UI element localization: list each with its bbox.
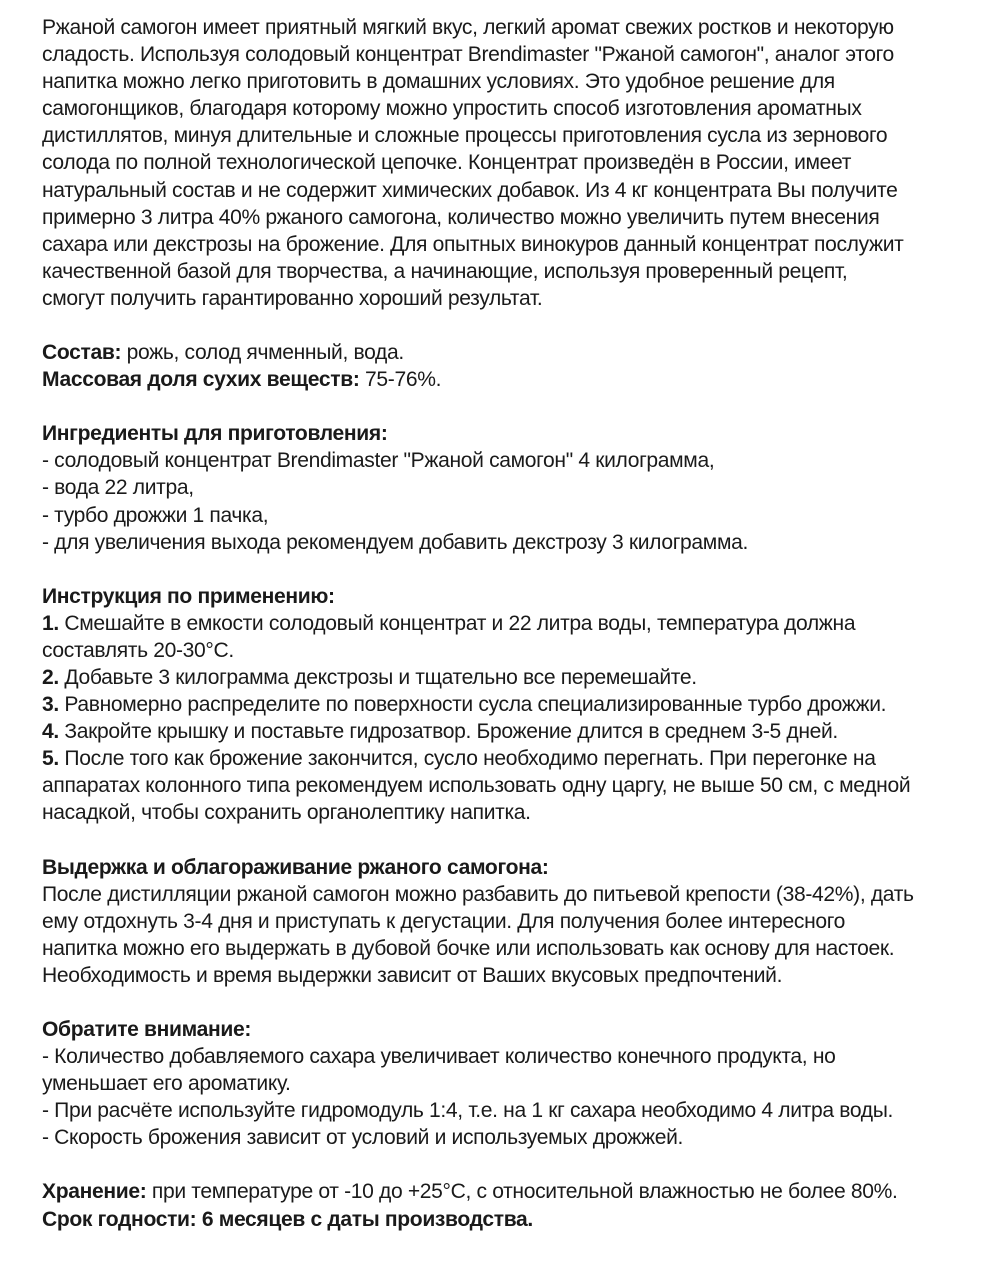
composition-block [42,339,984,393]
intro-line: смогут получить гарантированно хороший результат. [42,285,543,310]
notice-line: - Количество добавляемого сахара увеличивает количество конечного продукта, но [42,1044,836,1069]
intro-line: сахара или декстрозы на брожение. Для опытных винокуров данный концентрат послужит [42,231,904,256]
step-number: 1. [42,610,59,635]
product-description-document [42,14,984,1233]
step-text-continued: составлять 20-30°С. [42,637,234,662]
ingredients-section [42,420,984,555]
notice-line: - Скорость брожения зависит от условий и используемых дрожжей. [42,1125,684,1150]
instructions-section [42,583,984,827]
ingredient-item: - турбо дрожжи 1 пачка, [42,502,269,527]
intro-line: солода по полной технологической цепочке. Концентрат произведён в России, имеет [42,150,852,175]
instruction-step-2 [42,664,984,691]
step-text: Равномерно распределите по поверхности сусла специализированные турбо дрожжи. [58,692,887,717]
intro-line: самогонщиков, благодаря которому можно упростить способ изготовления ароматных [42,96,862,121]
ingredients-heading: Ингредиенты для приготовления: [42,421,388,446]
step-text: После того как брожение закончится, сусло необходимо перегнать. При перегонке на [58,746,876,771]
aging-section [42,854,984,989]
step-number: 5. [42,746,59,771]
aging-heading: Выдержка и облагораживание ржаного самогона: [42,854,549,879]
aging-line: ему отдохнуть 3-4 дня и приступать к дегустации. Для получения более интересного [42,908,845,933]
aging-line: Необходимость и время выдержки зависит от Ваших вкусовых предпочтений. [42,962,783,987]
shelf-life-line: Срок годности: 6 месяцев с даты производства. [42,1206,533,1231]
aging-line: После дистилляции ржаной самогон можно разбавить до питьевой крепости (38-42%), дать [42,881,914,906]
notice-line: уменьшает его ароматику. [42,1071,291,1096]
step-text: Добавьте 3 килограмма декстрозы и тщательно все перемешайте. [58,664,697,689]
instruction-step-4 [42,718,984,745]
intro-paragraph [42,14,984,312]
composition-value: рожь, солод ячменный, вода. [121,340,404,365]
storage-section [42,1178,984,1232]
dry-matter-line [42,366,984,393]
instruction-step-5 [42,745,984,772]
composition-label: Состав: [42,340,122,365]
step-text: Закройте крышку и поставьте гидрозатвор. Брожение длится в среднем 3-5 дней. [58,719,838,744]
instruction-step-1 [42,610,984,637]
intro-line: качественной базой для творчества, а начинающие, используя проверенный рецепт, [42,258,848,283]
composition-line [42,339,984,366]
step-text-continued: насадкой, чтобы сохранить органолептику напитка. [42,800,531,825]
intro-line: сладость. Используя солодовый концентрат Brendimaster "Ржаной самогон", аналог этого [42,42,894,67]
intro-line: дистиллятов, минуя длительные и сложные процессы приготовления сусла из зернового [42,123,888,148]
intro-line: примерно 3 литра 40% ржаного самогона, количество можно увеличить путем внесения [42,204,880,229]
step-text-continued: аппаратах колонного типа рекомендуем использовать одну царгу, не выше 50 см, с медной [42,773,911,798]
ingredient-item: - для увеличения выхода рекомендуем добавить декстрозу 3 килограмма. [42,529,748,554]
step-number: 2. [42,664,59,689]
ingredient-item: - солодовый концентрат Brendimaster "Ржаной самогон" 4 килограмма, [42,448,715,473]
notice-heading: Обратите внимание: [42,1017,252,1041]
dry-matter-value: 75-76%. [359,367,442,392]
intro-line: Ржаной самогон имеет приятный мягкий вкус, легкий аромат свежих ростков и некоторую [42,15,894,39]
intro-line: натуральный состав и не содержит химических добавок. Из 4 кг концентрата Вы получите [42,177,898,202]
step-text: Смешайте в емкости солодовый концентрат и 22 литра воды, температура должна [58,610,856,635]
instruction-step-3 [42,691,984,718]
aging-line: напитка можно его выдержать в дубовой бочке или использовать как основу для настоек. [42,935,895,960]
storage-label: Хранение: [42,1179,147,1204]
step-number: 3. [42,692,59,717]
ingredient-item: - вода 22 литра, [42,475,194,500]
notice-line: - При расчёте используйте гидромодуль 1:4, т.е. на 1 кг сахара необходимо 4 литра воды. [42,1098,894,1123]
intro-line: напитка можно легко приготовить в домашних условиях. Это удобное решение для [42,69,835,94]
instructions-heading: Инструкция по применению: [42,583,335,608]
step-number: 4. [42,719,59,744]
dry-matter-label: Массовая доля сухих веществ: [42,367,360,392]
storage-line [42,1178,984,1205]
notice-section [42,1016,984,1151]
storage-value: при температуре от -10 до +25°С, с относительной влажностью не более 80%. [146,1179,898,1204]
